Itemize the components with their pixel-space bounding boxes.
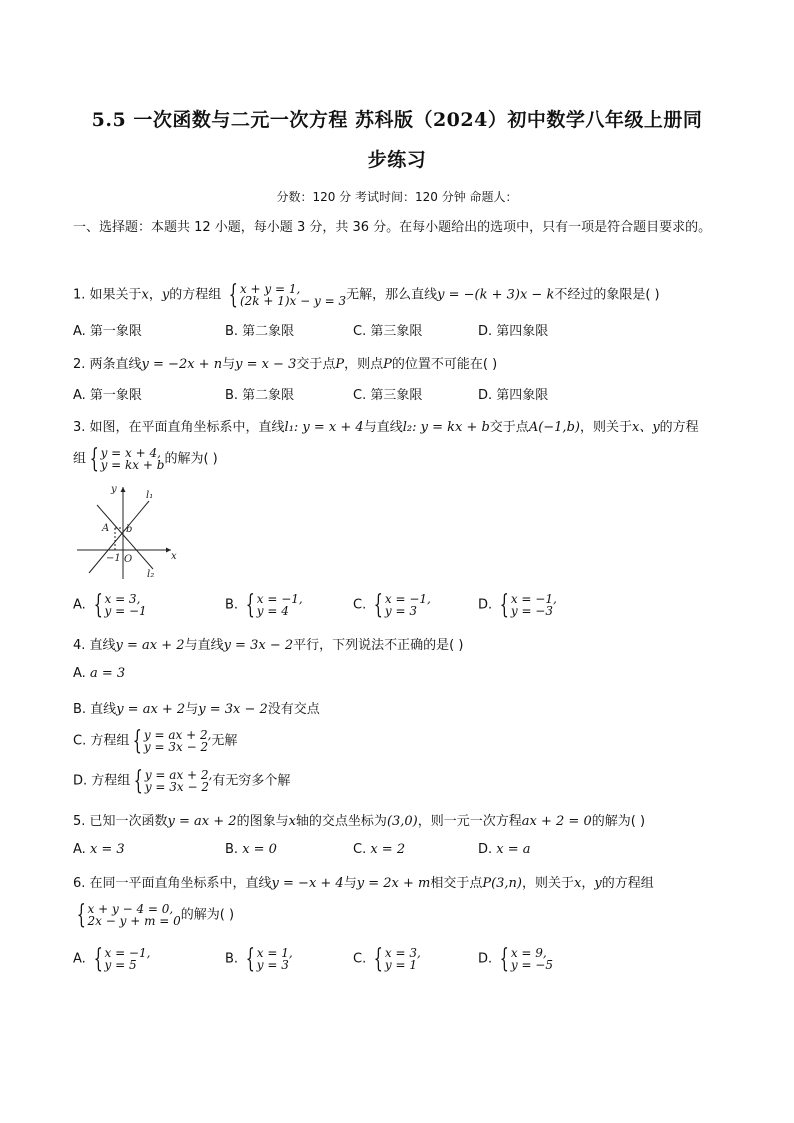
q3-eq2: y = kx + b bbox=[100, 458, 165, 472]
q6-line-1: y = −x + 4 bbox=[271, 876, 344, 891]
question-6 bbox=[73, 872, 654, 891]
q3-point: A(−1,b) bbox=[528, 420, 580, 435]
q3-option-b-eq2: y = 4 bbox=[256, 604, 289, 618]
q5-function: y = ax + 2 bbox=[167, 814, 237, 829]
page-title: 5.5 一次函数与二元一次方程 苏科版（2024）初中数学八年级上册同 bbox=[91, 109, 703, 131]
q5-text-mid: 的图象与 bbox=[236, 814, 289, 829]
q3-option-a[interactable]: A. { x = 3, y = −1 bbox=[73, 590, 147, 620]
q6-option-b-eq2: y = 3 bbox=[256, 958, 289, 972]
q2-text-mid: 交于点 bbox=[296, 357, 336, 372]
q6-option-a-eq1: x = −1, bbox=[104, 946, 151, 960]
q6-option-a[interactable]: A. { x = −1, y = 5 bbox=[73, 944, 151, 974]
q4-option-c[interactable]: C. 方程组 { y = ax + 2, y = 3x − 2 无解 bbox=[73, 726, 238, 756]
q5-option-d-math: x = a bbox=[496, 842, 531, 857]
q6-option-c[interactable]: C. { x = 3, y = 1 bbox=[353, 944, 421, 974]
q6-sep: ， bbox=[581, 876, 595, 891]
q5-option-b-math: x = 0 bbox=[242, 842, 277, 857]
question-2 bbox=[73, 353, 497, 372]
q3-text-2: 组 bbox=[73, 451, 87, 467]
q1-text-tail: 不经过的象限是( ) bbox=[554, 287, 660, 303]
question-3-cont bbox=[73, 446, 218, 472]
q4-text: 4. 直线 bbox=[73, 638, 116, 653]
q2-option-c[interactable]: C. 第三象限 bbox=[353, 388, 423, 403]
q3-option-b[interactable]: B. { x = −1, y = 4 bbox=[225, 590, 303, 620]
q3-text-tail: ，则关于 bbox=[579, 420, 632, 435]
q5-option-b[interactable] bbox=[225, 842, 277, 857]
q2-option-d[interactable]: D. 第四象限 bbox=[478, 388, 549, 403]
q4-option-b-and: 与 bbox=[185, 702, 199, 717]
q6-option-b-eq1: x = 1, bbox=[256, 946, 293, 960]
q1-var-y: y bbox=[161, 287, 170, 303]
q4-option-d-eq1: y = ax + 2, bbox=[144, 768, 213, 782]
fig-label-l1: l₁ bbox=[146, 490, 154, 501]
section-heading: 一、选择题：本题共 12 小题，每小题 3 分，共 36 分。在每小题给出的选项中，只有一项是符合题目要求的。 bbox=[73, 220, 712, 235]
q3-line-1: l₁: y = x + 4 bbox=[284, 420, 364, 435]
q6-option-d[interactable]: D. { x = 9, y = −5 bbox=[478, 944, 553, 974]
q4-line-2: y = 3x − 2 bbox=[223, 638, 294, 653]
q4-option-c-eq2: y = 3x − 2 bbox=[143, 740, 209, 754]
q1-option-a[interactable]: A. 第一象限 bbox=[73, 324, 142, 339]
q6-option-a-eq2: y = 5 bbox=[104, 958, 137, 972]
q6-var-x: x bbox=[574, 876, 582, 891]
fig-label-x: x bbox=[171, 551, 177, 562]
q3-option-d-eq1: x = −1, bbox=[510, 592, 557, 606]
question-6-cont bbox=[73, 902, 234, 928]
q1-text: 1. 如果关于 bbox=[73, 287, 142, 303]
q6-option-b-label: B. bbox=[225, 951, 239, 967]
q4-option-c-tail: 无解 bbox=[211, 733, 238, 749]
q4-option-b-label: B. 直线 bbox=[73, 702, 117, 717]
q4-option-d[interactable]: D. 方程组 { y = ax + 2, y = 3x − 2 有无穷多个解 bbox=[73, 766, 291, 796]
q2-point-2: P bbox=[383, 357, 392, 372]
q6-option-c-eq1: x = 3, bbox=[384, 946, 421, 960]
q4-option-b-line1: y = ax + 2 bbox=[116, 702, 186, 717]
q6-eq2: 2x − y + m = 0 bbox=[87, 914, 181, 928]
q2-point: P bbox=[335, 357, 345, 372]
q5-option-c-label: C. bbox=[353, 842, 371, 857]
q6-text-mid: 相交于点 bbox=[430, 876, 483, 891]
q1-option-d[interactable]: D. 第四象限 bbox=[478, 324, 549, 339]
q5-equation: ax + 2 = 0 bbox=[521, 814, 592, 829]
q2-options bbox=[73, 384, 723, 408]
q6-text-tail: ，则关于 bbox=[522, 876, 575, 891]
q6-text-tail2: 的方程组 bbox=[601, 876, 654, 891]
q5-text: 5. 已知一次函数 bbox=[73, 814, 168, 829]
q6-options bbox=[73, 946, 723, 976]
q6-equation-system: { x + y − 4 = 0, 2x − y + m = 0 bbox=[76, 900, 181, 930]
question-5 bbox=[73, 810, 645, 829]
q3-text: 3. 如图，在平面直角坐标系中，直线 bbox=[73, 420, 285, 435]
q4-option-a[interactable] bbox=[73, 666, 125, 681]
q3-text-tail2: 的方程 bbox=[659, 420, 699, 435]
q4-option-a-math: a = 3 bbox=[89, 666, 126, 681]
q3-line-2: l₂: y = kx + b bbox=[402, 420, 490, 435]
q3-eq1: y = x + 4, bbox=[100, 446, 161, 460]
q5-options bbox=[73, 842, 723, 866]
q1-options bbox=[73, 320, 723, 344]
q4-option-c-eq1: y = ax + 2, bbox=[143, 728, 212, 742]
q5-option-b-label: B. bbox=[225, 842, 243, 857]
q6-option-b[interactable]: B. { x = 1, y = 3 bbox=[225, 944, 293, 974]
q3-option-c[interactable]: C. { x = −1, y = 3 bbox=[353, 590, 431, 620]
q4-option-a-label: A. bbox=[73, 666, 90, 681]
q2-text-tail2: 的位置不可能在( ) bbox=[391, 357, 498, 372]
q6-option-d-eq1: x = 9, bbox=[510, 946, 547, 960]
question-3 bbox=[73, 416, 699, 435]
q4-option-b-tail: 没有交点 bbox=[267, 702, 320, 717]
fig-label-y: y bbox=[111, 484, 117, 495]
q3-and: 与直线 bbox=[363, 420, 403, 435]
q6-var-y: y bbox=[594, 876, 602, 891]
q5-option-a-math: x = 3 bbox=[89, 842, 125, 857]
q3-option-a-eq1: x = 3, bbox=[104, 592, 141, 606]
q2-option-b[interactable]: B. 第二象限 bbox=[225, 388, 295, 403]
q6-text-2b: 的解为( ) bbox=[180, 907, 235, 923]
y-arrow-icon bbox=[121, 487, 126, 492]
q4-option-c-label: C. 方程组 bbox=[73, 733, 130, 749]
fig-label-l2: l₂ bbox=[147, 569, 155, 580]
q4-text-tail: 平行，下列说法不正确的是( ) bbox=[293, 638, 464, 653]
q3-options bbox=[73, 592, 723, 622]
q2-text-tail1: ，则点 bbox=[344, 357, 384, 372]
q6-line-2: y = 2x + m bbox=[356, 876, 431, 891]
q5-text-mid3: ，则一元一次方程 bbox=[417, 814, 522, 829]
q6-option-a-label: A. bbox=[73, 951, 86, 967]
q5-option-a[interactable] bbox=[73, 842, 125, 857]
fig-label-o: O bbox=[124, 554, 133, 565]
q2-line-2: y = x − 3 bbox=[235, 357, 297, 372]
question-4 bbox=[73, 634, 463, 653]
q6-option-c-eq2: y = 1 bbox=[384, 958, 418, 972]
q5-option-d[interactable] bbox=[478, 842, 531, 857]
q4-option-d-eq2: y = 3x − 2 bbox=[144, 780, 210, 794]
q3-option-d-eq2: y = −3 bbox=[510, 604, 553, 618]
q3-equation-system: { y = x + 4, y = kx + b bbox=[89, 444, 165, 474]
q5-option-d-label: D. bbox=[478, 842, 497, 857]
q4-option-b[interactable] bbox=[73, 698, 320, 717]
q2-and: 与 bbox=[222, 357, 236, 372]
q3-text-2b: 的解为( ) bbox=[164, 451, 218, 467]
q1-text-after: 无解，那么直线 bbox=[346, 287, 438, 303]
q4-option-d-tail: 有无穷多个解 bbox=[212, 773, 291, 789]
q5-text-tail: 的解为( ) bbox=[591, 814, 646, 829]
page-title-cont: 步练习 bbox=[367, 149, 427, 171]
q4-option-b-line2: y = 3x − 2 bbox=[198, 702, 268, 717]
q5-var-x: x bbox=[288, 814, 296, 829]
q1-text-mid: 的方程组 bbox=[169, 287, 222, 303]
q1-option-b[interactable]: B. 第二象限 bbox=[225, 324, 295, 339]
q4-and: 与直线 bbox=[184, 638, 224, 653]
q5-option-c[interactable] bbox=[353, 842, 405, 857]
q1-option-c[interactable]: C. 第三象限 bbox=[353, 324, 423, 339]
q3-option-c-eq1: x = −1, bbox=[384, 592, 431, 606]
q5-option-a-label: A. bbox=[73, 842, 90, 857]
q6-point: P(3,n) bbox=[482, 876, 522, 891]
fig-label-neg1: −1 bbox=[106, 553, 121, 564]
fig-label-a: A bbox=[102, 523, 110, 534]
q1-eq1: x + y = 1, bbox=[239, 282, 301, 296]
q3-option-a-eq2: y = −1 bbox=[104, 604, 147, 618]
q1-sep: ， bbox=[148, 287, 162, 303]
q2-text: 2. 两条直线 bbox=[73, 357, 142, 372]
q3-option-b-label: B. bbox=[225, 597, 239, 613]
q3-option-c-eq2: y = 3 bbox=[384, 604, 418, 618]
q6-option-d-label: D. bbox=[478, 951, 493, 967]
q2-line-1: y = −2x + n bbox=[141, 357, 223, 372]
q3-option-b-eq1: x = −1, bbox=[256, 592, 303, 606]
q3-option-d-label: D. bbox=[478, 597, 493, 613]
q1-eq2: (2k + 1)x − y = 3 bbox=[239, 294, 347, 308]
q4-line-1: y = ax + 2 bbox=[115, 638, 185, 653]
q5-option-c-math: x = 2 bbox=[370, 842, 406, 857]
q6-and: 与 bbox=[343, 876, 357, 891]
q1-var-x: x bbox=[141, 287, 149, 303]
q3-option-c-label: C. bbox=[353, 597, 367, 613]
exam-meta: 分数：120 分 考试时间：120 分钟 命题人： bbox=[276, 190, 518, 204]
q6-option-c-label: C. bbox=[353, 951, 367, 967]
q3-figure bbox=[73, 483, 183, 583]
q6-option-d-eq2: y = −5 bbox=[510, 958, 553, 972]
fig-label-b: b bbox=[126, 524, 133, 535]
q2-option-a[interactable]: A. 第一象限 bbox=[73, 388, 142, 403]
q3-option-d[interactable]: D. { x = −1, y = −3 bbox=[478, 590, 557, 620]
q1-line: y = −(k + 3)x − k bbox=[437, 287, 555, 303]
question-1 bbox=[73, 282, 660, 308]
q3-vars: x、y bbox=[631, 420, 660, 435]
q4-option-d-label: D. 方程组 bbox=[73, 773, 131, 789]
q5-text-mid2: 轴的交点坐标为 bbox=[295, 814, 387, 829]
q3-option-a-label: A. bbox=[73, 597, 86, 613]
q5-point: (3,0) bbox=[386, 814, 418, 829]
q6-text: 6. 在同一平面直角坐标系中，直线 bbox=[73, 876, 272, 891]
q1-equation-system: { x + y = 1, (2k + 1)x − y = 3 bbox=[229, 280, 347, 310]
q6-eq1: x + y − 4 = 0, bbox=[87, 902, 174, 916]
q3-text-mid: 交于点 bbox=[489, 420, 529, 435]
